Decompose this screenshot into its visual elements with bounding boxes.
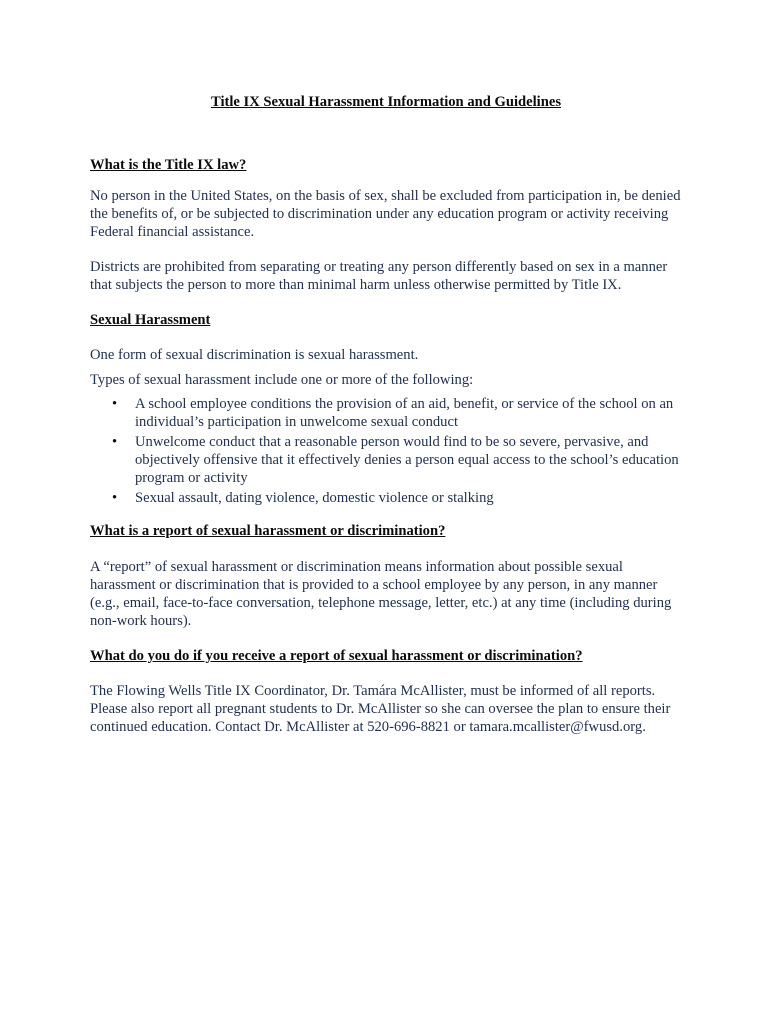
list-item xyxy=(112,433,682,487)
list-item xyxy=(112,489,682,507)
section-heading-sexual-harassment: Sexual Harassment xyxy=(90,312,211,328)
list-item-text: Unwelcome conduct that a reasonable person would find to be so severe, pervasive, and objectively offensive that it effectively denies a person equal access to the school’s education program or activity xyxy=(135,434,679,486)
section-heading-title-ix-law: What is the Title IX law? xyxy=(90,157,247,173)
document-page xyxy=(90,90,682,736)
paragraph-title-ix-definition: No person in the United States, on the basis of sex, shall be excluded from participation in, be denied the benefits of, or be subjected to discrimination under any education program or activity receiving Federal financial assistance. xyxy=(90,188,681,240)
list-item xyxy=(112,395,682,431)
list-item-text: Sexual assault, dating violence, domestic violence or stalking xyxy=(135,490,494,506)
bullet-icon: • xyxy=(112,434,118,450)
section-heading-report: What is a report of sexual harassment or discrimination? xyxy=(90,523,446,539)
bullet-icon: • xyxy=(112,490,118,506)
paragraph-coordinator-contact: The Flowing Wells Title IX Coordinator, Dr. Tamára McAllister, must be informed of all reports. Please also report all pregnant students to Dr. McAllister so she can oversee the plan to ensure their continued education. Contact Dr. McAllister at 520-696-8821 or tamara.mcallister@fwusd.org. xyxy=(90,683,671,735)
paragraph-report-definition: A “report” of sexual harassment or discrimination means information about possible sexual harassment or discrimination that is provided to a school employee by any person, in any manner (e.g., email, face-to-face conversation, telephone message, letter, etc.) at any time (including during non-work hours). xyxy=(90,559,672,629)
harassment-types-list xyxy=(90,395,682,507)
bullet-icon: • xyxy=(112,396,118,412)
paragraph-districts-prohibited: Districts are prohibited from separating or treating any person differently based on sex in a manner that subjects the person to more than minimal harm unless otherwise permitted by Title IX. xyxy=(90,259,668,293)
paragraph-types-intro: Types of sexual harassment include one or more of the following: xyxy=(90,372,474,388)
section-heading-what-to-do: What do you do if you receive a report of sexual harassment or discrimination? xyxy=(90,648,583,664)
paragraph-form-of-discrimination: One form of sexual discrimination is sexual harassment. xyxy=(90,347,419,363)
document-title: Title IX Sexual Harassment Information and Guidelines xyxy=(210,94,561,110)
list-item-text: A school employee conditions the provision of an aid, benefit, or service of the school on an individual’s participation in unwelcome sexual conduct xyxy=(135,396,674,430)
